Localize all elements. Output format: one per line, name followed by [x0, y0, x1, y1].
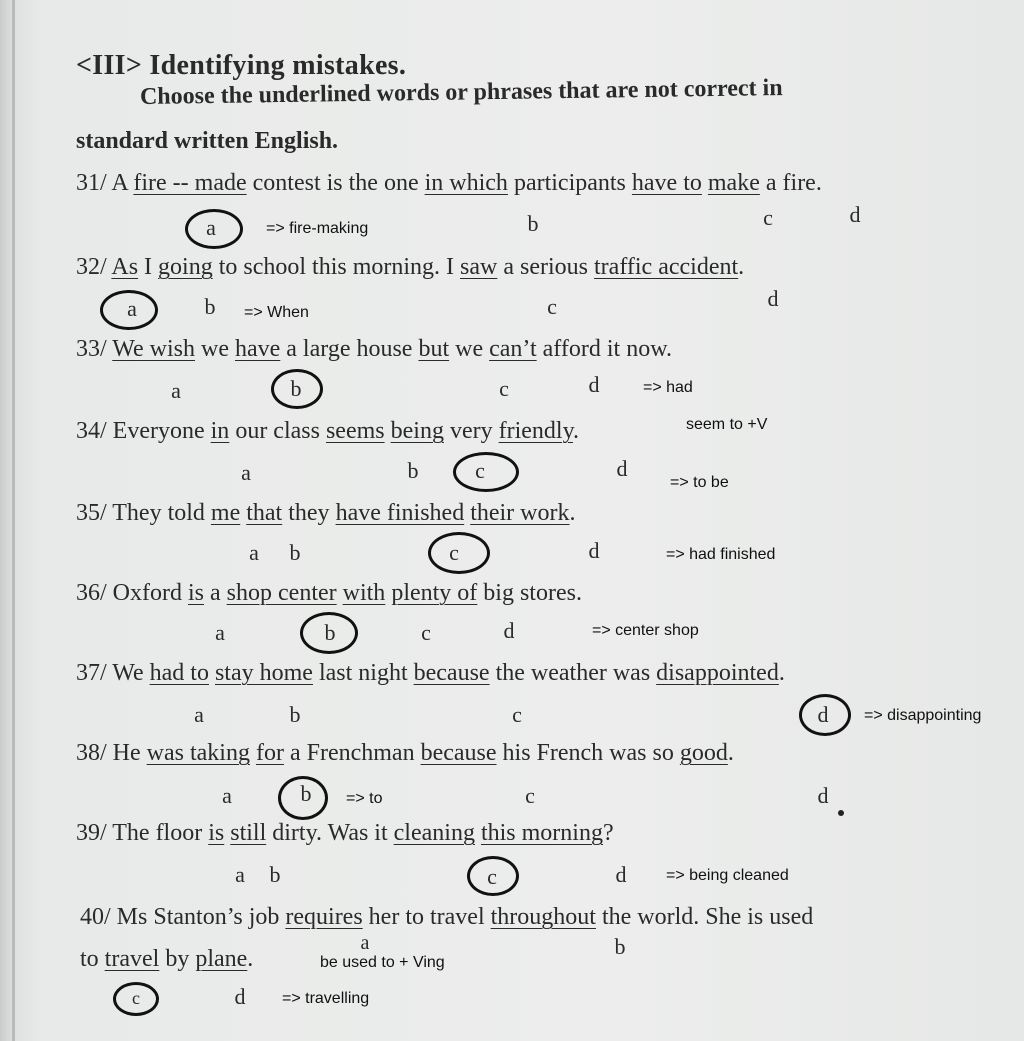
- option-letter-a: a: [249, 540, 259, 565]
- question-35: 35/ They told me that they have finished their work.: [76, 500, 576, 526]
- underlined-option-d: plenty of: [391, 580, 478, 606]
- underlined-option-c: with: [342, 580, 386, 606]
- option-letter-a: a: [241, 460, 251, 485]
- option-letter-d: d: [588, 372, 600, 397]
- underlined-option-d: this morning: [480, 820, 603, 846]
- underlined-option-b: stay home: [214, 660, 313, 686]
- underlined-option-c: cleaning: [393, 820, 475, 846]
- underlined-option-c: travel: [104, 946, 160, 972]
- underlined-option-d: their work: [470, 500, 570, 526]
- option-letter-b: b: [300, 781, 312, 806]
- underlined-option-a: me: [210, 500, 241, 526]
- option-letter-c: c: [499, 376, 509, 401]
- handwritten-note: => fire-making: [266, 220, 369, 237]
- option-letter-d: d: [849, 202, 861, 227]
- underlined-option-d: can’t: [489, 336, 537, 362]
- answer-circle: [113, 982, 159, 1016]
- underlined-option-c: being: [390, 418, 444, 444]
- option-letter-c: c: [449, 540, 459, 565]
- answer-circle: [185, 209, 243, 249]
- option-letter-c: c: [475, 458, 485, 483]
- underlined-option-b: shop center: [226, 580, 337, 606]
- answer-circle: [271, 369, 323, 409]
- handwritten-note: => to: [346, 790, 383, 807]
- underlined-option-b: seems: [325, 418, 385, 444]
- question-39: 39/ The floor is still dirty. Was it cleaning this morning?: [76, 820, 614, 846]
- underlined-option-b: have: [234, 336, 281, 362]
- underlined-option-b: that: [246, 500, 283, 526]
- question-34: 34/ Everyone in our class seems being very friendly.: [76, 418, 580, 444]
- handwritten-note: => travelling: [282, 990, 370, 1007]
- underlined-option-b: going: [158, 254, 213, 280]
- option-letter-b: b: [289, 702, 301, 727]
- option-letter-c: c: [132, 988, 140, 1008]
- option-letter-a: a: [215, 620, 225, 645]
- option-letter-b: b: [290, 376, 302, 401]
- underlined-option-b: in which: [424, 170, 508, 196]
- underlined-option-a: was taking: [146, 740, 250, 766]
- handwritten-note: => being cleaned: [666, 867, 789, 884]
- handwritten-note: => had finished: [666, 546, 776, 563]
- section-title: <III> Identifying mistakes.: [76, 50, 407, 81]
- question-40-line-2: to travel by plane.: [80, 946, 254, 972]
- handwritten-note: => disappointing: [864, 707, 982, 724]
- underlined-option-a: We wish: [112, 336, 195, 362]
- underlined-option-b: throughout: [490, 904, 596, 930]
- question-36: 36/ Oxford is a shop center with plenty of big stores.: [76, 580, 582, 606]
- underlined-option-c: because: [420, 740, 497, 766]
- underlined-option-b: for: [255, 740, 284, 766]
- option-letter-c: c: [525, 783, 535, 808]
- handwritten-note: => had: [643, 379, 693, 396]
- option-letter-a: a: [127, 296, 137, 321]
- question-37: 37/ We had to stay home last night because the weather was disappointed.: [76, 660, 785, 686]
- underlined-option-d: friendly: [498, 418, 574, 444]
- option-letter-d: d: [767, 286, 779, 311]
- underlined-option-d: disappointed: [656, 660, 779, 686]
- option-letter-b: b: [324, 620, 336, 645]
- underlined-option-d: make: [707, 170, 760, 196]
- option-letter-b: b: [204, 294, 216, 319]
- answer-circle: [467, 856, 519, 896]
- question-31: 31/ A fire -- made contest is the one in which participants have to make a fire.: [76, 170, 822, 196]
- underlined-option-a: is: [208, 820, 225, 846]
- answer-circle: [428, 532, 490, 574]
- option-letter-d: d: [616, 456, 628, 481]
- question-number: 31/: [76, 170, 107, 196]
- underlined-option-d: good: [679, 740, 728, 766]
- option-letter-d: d: [817, 702, 829, 727]
- option-letter-a: a: [206, 215, 216, 240]
- handwritten-note: be used to + Ving: [320, 954, 445, 971]
- question-40: 40/ Ms Stanton’s job requires her to travel throughout the world. She is used: [80, 904, 814, 930]
- option-letter-b: b: [527, 211, 539, 236]
- option-letter-c: c: [421, 620, 431, 645]
- option-letter-d: d: [503, 618, 515, 643]
- underlined-option-d: traffic accident: [594, 254, 739, 280]
- option-letter-d: d: [588, 538, 600, 563]
- handwritten-note: => to be: [670, 474, 729, 491]
- option-letter-d: d: [615, 862, 627, 887]
- underlined-option-c: have finished: [335, 500, 465, 526]
- underlined-option-a: fire -- made: [133, 170, 247, 196]
- answer-circle: [799, 694, 851, 736]
- instruction-line-1: Choose the underlined words or phrases that are not correct in: [139, 75, 783, 110]
- underlined-option-c: saw: [460, 254, 498, 280]
- option-letter-d: d: [234, 984, 246, 1009]
- underlined-option-a: requires: [285, 904, 363, 930]
- answer-circle: [100, 290, 158, 330]
- option-letter-c: c: [547, 294, 557, 319]
- underlined-option-c: have to: [631, 170, 702, 196]
- ink-dot: [838, 810, 844, 816]
- option-letter-a: a: [235, 862, 245, 887]
- handwritten-note: => center shop: [592, 622, 699, 639]
- handwritten-note: => When: [244, 304, 309, 321]
- answer-circle: [300, 612, 358, 654]
- option-letter-c: c: [512, 702, 522, 727]
- underlined-option-a: in: [210, 418, 230, 444]
- underlined-option-a: is: [188, 580, 205, 606]
- option-letter-c: c: [487, 864, 497, 889]
- option-letter-b: b: [289, 540, 301, 565]
- underlined-option-c: but: [418, 336, 450, 362]
- option-letter-b: b: [614, 934, 626, 959]
- option-letter-b: b: [269, 862, 281, 887]
- option-letter-c: c: [763, 205, 773, 230]
- option-letter-a: a: [360, 932, 370, 954]
- underlined-option-a: As: [111, 254, 139, 280]
- question-32: 32/ As I going to school this morning. I saw a serious traffic accident.: [76, 254, 745, 280]
- underlined-option-b: still: [230, 820, 267, 846]
- underlined-option-d: plane: [195, 946, 248, 972]
- underlined-option-c: because: [413, 660, 490, 686]
- question-38: 38/ He was taking for a Frenchman because his French was so good.: [76, 740, 734, 766]
- option-letter-d: d: [817, 783, 829, 808]
- option-letter-a: a: [222, 783, 232, 808]
- instruction-line-2: standard written English.: [76, 128, 339, 154]
- question-33: 33/ We wish we have a large house but we can’t afford it now.: [76, 336, 672, 362]
- answer-circle: [278, 776, 328, 820]
- underlined-option-a: had to: [149, 660, 209, 686]
- handwritten-note: seem to +V: [686, 416, 768, 433]
- option-letter-b: b: [407, 458, 419, 483]
- answer-circle: [453, 452, 519, 492]
- option-letter-a: a: [194, 702, 204, 727]
- option-letter-a: a: [171, 378, 181, 403]
